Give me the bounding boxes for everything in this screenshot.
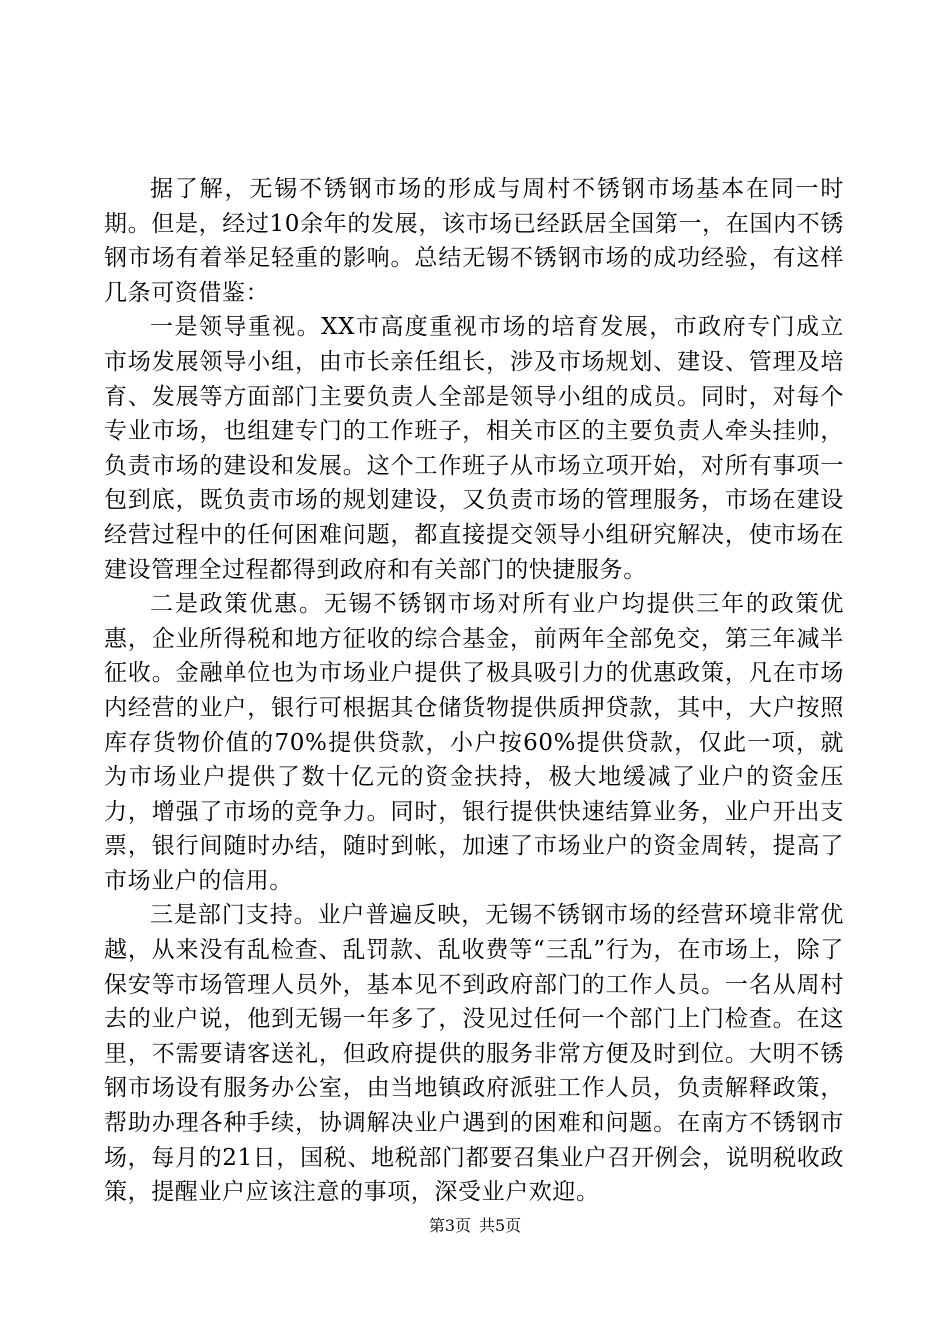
page-number: 第3页 [428,1216,471,1235]
document-body [104,172,844,1210]
paragraph-leadership: 一是领导重视。XX市高度重视市场的培育发展，市政府专门成立市场发展领导小组，由市长亲任组长，涉及市场规划、建设、管理及培育、发展等方面部门主要负责人全部是领导小组的成员。同时，对每个专业市场，也组建专门的工作班子，相关市区的主要负责人牵头挂帅，负责市场的建设和发展。这个工作班子从市场立项开始，对所有事项一包到底，既负责市场的规划建设，又负责市场的管理服务，市场在建设经营过程中的任何困难问题，都直接提交领导小组研究解决，使市场在建设管理全过程都得到政府和有关部门的快捷服务。 [104,314,844,583]
paragraph-department-support: 三是部门支持。业户普遍反映，无锡不锈钢市场的经营环境非常优越，从来没有乱检查、乱罚款、乱收费等“三乱”行为，在市场上，除了保安等市场管理人员外，基本见不到政府部门的工作人员。一名从周村去的业户说，他到无锡一年多了，没见过任何一个部门上门检查。在这里，不需要请客送礼，但政府提供的服务非常方便及时到位。大明不锈钢市场设有服务办公室，由当地镇政府派驻工作人员，负责解释政策，帮助办理各种手续，协调解决业户遇到的困难和问题。在南方不锈钢市场，每月的21日，国税、地税部门都要召集业户召开例会，说明税收政策，提醒业户应该注意的事项，深受业户欢迎。 [104,902,844,1206]
paragraph-intro: 据了解，无锡不锈钢市场的形成与周村不锈钢市场基本在同一时期。但是，经过10余年的发展，该市场已经跃居全国第一，在国内不锈钢市场有着举足轻重的影响。总结无锡不锈钢市场的成功经验，有这样几条可资借鉴： [104,176,844,306]
page-total: 共5页 [479,1216,522,1235]
page-footer [0,1216,950,1236]
paragraph-policy: 二是政策优惠。无锡不锈钢市场对所有业户均提供三年的政策优惠，企业所得税和地方征收的综合基金，前两年全部免交，第三年减半征收。金融单位也为市场业户提供了极具吸引力的优惠政策，凡在市场内经营的业户，银行可根据其仓储货物提供质押贷款，其中，大户按照库存货物价值的70%提供贷款，小户按60%提供贷款，仅此一项，就为市场业户提供了数十亿元的资金扶持，极大地缓减了业户的资金压力，增强了市场的竞争力。同时，银行提供快速结算业务，业户开出支票，银行间随时办结，随时到帐，加速了市场业户的资金周转，提高了市场业户的信用。 [104,591,844,894]
